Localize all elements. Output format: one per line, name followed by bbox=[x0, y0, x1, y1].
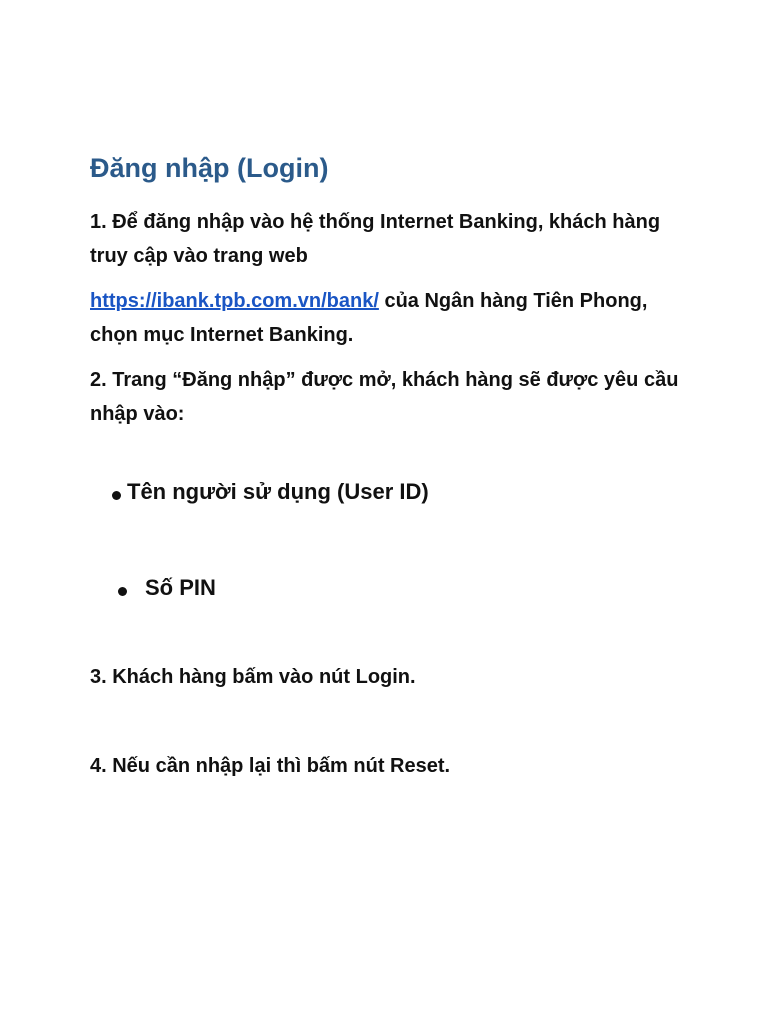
list-item bbox=[118, 573, 216, 603]
page-title: Đăng nhập (Login) bbox=[90, 153, 329, 183]
bullet-label-pin: Số PIN bbox=[145, 575, 216, 600]
step-1-text: 1. Để đăng nhập vào hệ thống Internet Banking, khách hàng truy cập vào trang web bbox=[90, 211, 661, 267]
step-2-text: 2. Trang “Đăng nhập” được mở, khách hàng sẽ được yêu cầu nhập vào: bbox=[90, 369, 679, 425]
step-1-continuation bbox=[90, 284, 690, 352]
bullet-icon bbox=[112, 491, 121, 500]
list-item bbox=[112, 477, 429, 507]
step-1-rest: của Ngân hàng Tiên Phong, chọn mục Internet Banking. bbox=[90, 290, 648, 346]
ibank-link[interactable]: https://ibank.tpb.com.vn/bank/ bbox=[90, 290, 379, 312]
step-4-text: 4. Nếu cần nhập lại thì bấm nút Reset. bbox=[90, 755, 451, 777]
bullet-label-user-id: Tên người sử dụng (User ID) bbox=[127, 479, 429, 504]
step-3-text: 3. Khách hàng bấm vào nút Login. bbox=[90, 666, 416, 688]
bullet-icon bbox=[118, 587, 127, 596]
